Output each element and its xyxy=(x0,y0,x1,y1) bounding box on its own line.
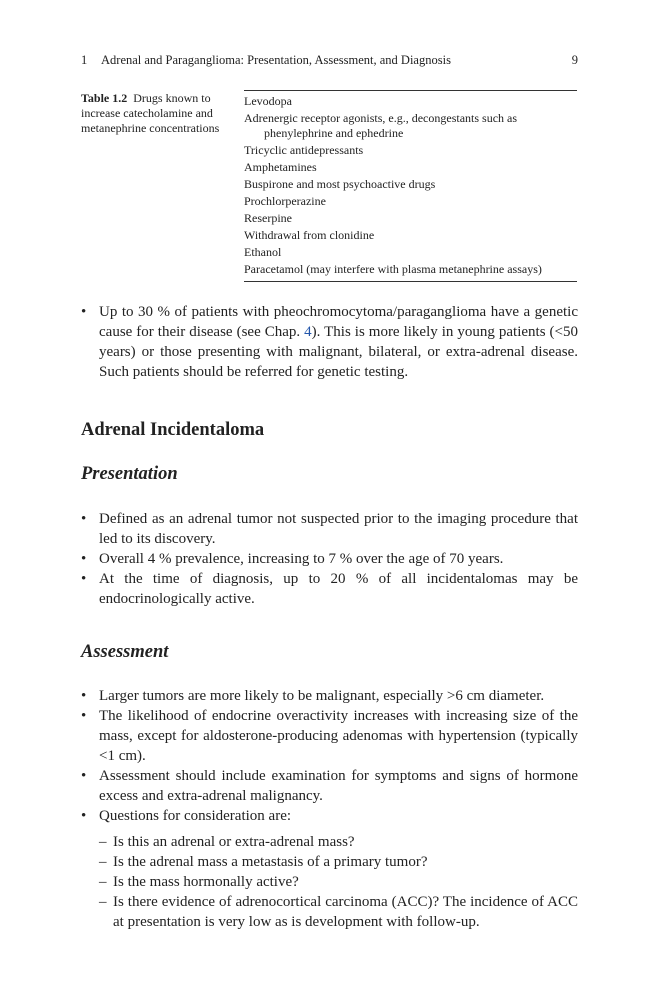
list-item-text: Defined as an adrenal tumor not suspected prior to the imaging procedure that led to its discovery. xyxy=(99,511,578,547)
sublist-item-text: Is there evidence of adrenocortical carcinoma (ACC)? The incidence of ACC at presentation is very low as is development with follow-up. xyxy=(113,894,578,930)
drug-table xyxy=(244,90,577,282)
list-item xyxy=(81,549,578,569)
table-cell: Amphetamines xyxy=(244,160,317,174)
list-item xyxy=(81,706,578,766)
bullet-icon: • xyxy=(81,571,87,587)
table-cell: Adrenergic receptor agonists, e.g., decongestants such as xyxy=(244,111,518,125)
table-cell: Reserpine xyxy=(244,211,292,225)
table-cell: Prochlorperazine xyxy=(244,194,326,208)
bullet-icon: • xyxy=(81,511,87,527)
bullet-icon: • xyxy=(81,304,87,320)
running-head xyxy=(81,52,578,68)
presentation-list xyxy=(81,509,578,609)
list-item-text: Questions for consideration are: xyxy=(99,808,292,824)
table-cell: Levodopa xyxy=(244,94,292,108)
table-row xyxy=(244,262,577,279)
bullet-icon: • xyxy=(81,808,87,824)
list-item-text: Overall 4 % prevalence, increasing to 7 % over the age of 70 years. xyxy=(99,551,504,567)
table-cell: Tricyclic antidepressants xyxy=(244,143,364,157)
section-title: Adrenal Incidentaloma xyxy=(81,420,265,440)
bullet-icon: • xyxy=(81,688,87,704)
list-item xyxy=(81,569,578,609)
intro-text-part2: ). This is more likely in young patients (<50 years) or those presenting with malignant, bilateral, or extra-adrenal disease. Such patients should be referred for genetic testing. xyxy=(99,324,579,380)
dash-icon: – xyxy=(99,854,107,870)
sublist-item-text: Is this an adrenal or extra-adrenal mass? xyxy=(113,834,355,850)
intro-text-part1: Up to 30 % of patients with pheochromocytoma/paraganglioma have a genetic cause for their disease (see Chap. xyxy=(99,304,578,340)
list-item-text: The likelihood of endocrine overactivity increases with increasing size of the mass, except for aldosterone-producing adenomas with hypertension (typically <1 cm). xyxy=(99,708,578,764)
list-item xyxy=(81,806,578,932)
sublist-item xyxy=(99,892,578,932)
table-row xyxy=(244,194,577,211)
sublist-item xyxy=(99,852,578,872)
bullet-icon: • xyxy=(81,551,87,567)
table-cell: Paracetamol (may interfere with plasma metanephrine assays) xyxy=(244,262,542,276)
intro-list xyxy=(81,302,578,382)
dash-icon: – xyxy=(99,894,107,910)
sublist-item-text: Is the mass hormonally active? xyxy=(113,874,299,890)
list-item xyxy=(81,766,578,806)
dash-icon: – xyxy=(99,834,107,850)
table-row xyxy=(244,177,577,194)
table-row xyxy=(244,94,577,111)
assessment-heading: Assessment xyxy=(81,642,169,662)
bullet-icon: • xyxy=(81,768,87,784)
dash-icon: – xyxy=(99,874,107,890)
table-row xyxy=(244,228,577,245)
table-row xyxy=(244,111,577,143)
table-caption xyxy=(81,91,231,136)
table-row xyxy=(244,143,577,160)
table-label: Table 1.2 xyxy=(81,91,128,105)
table-caption-text: Drugs known to increase catecholamine and metanephrine concentrations xyxy=(81,91,220,135)
list-item-text: Assessment should include examination for symptoms and signs of hormone excess and extra-adrenal malignancy. xyxy=(99,768,578,804)
assessment-list xyxy=(81,686,578,932)
list-item xyxy=(81,509,578,549)
table-cell: Withdrawal from clonidine xyxy=(244,228,375,242)
list-item-text: Larger tumors are more likely to be malignant, especially >6 cm diameter. xyxy=(99,688,545,704)
table-cell-continuation: phenylephrine and ephedrine xyxy=(264,126,404,140)
sublist-item xyxy=(99,832,578,852)
presentation-heading: Presentation xyxy=(81,464,178,484)
chapter-number: 1 xyxy=(81,53,88,67)
questions-list xyxy=(99,832,578,932)
sublist-item-text: Is the adrenal mass a metastasis of a primary tumor? xyxy=(113,854,428,870)
list-item-text: At the time of diagnosis, up to 20 % of all incidentalomas may be endocrinologically active. xyxy=(99,571,578,607)
sublist-item xyxy=(99,872,578,892)
table-row xyxy=(244,160,577,177)
table-cell: Buspirone and most psychoactive drugs xyxy=(244,177,436,191)
table-row xyxy=(244,245,577,262)
chapter-link[interactable]: 4 xyxy=(304,324,312,340)
page-number: 9 xyxy=(571,53,578,67)
bullet-icon: • xyxy=(81,708,87,724)
list-item xyxy=(81,686,578,706)
list-item xyxy=(81,302,578,382)
chapter-title: Adrenal and Paraganglioma: Presentation, Assessment, and Diagnosis xyxy=(101,53,451,67)
table-cell: Ethanol xyxy=(244,245,282,259)
table-row xyxy=(244,211,577,228)
